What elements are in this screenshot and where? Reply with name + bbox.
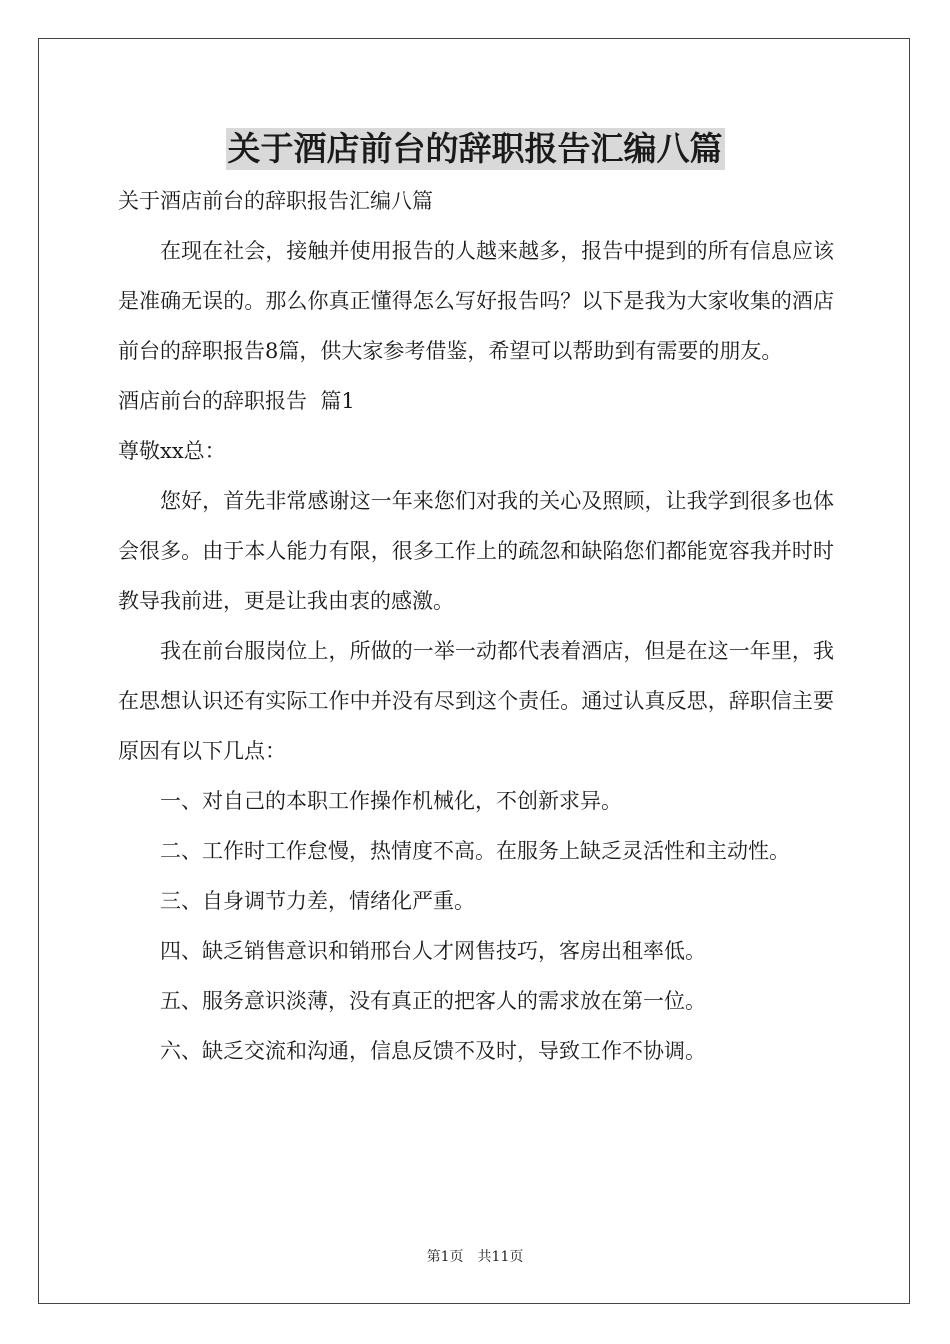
salutation: 尊敬xx总： — [118, 439, 226, 463]
document-title: 关于酒店前台的辞职报告汇编八篇 — [227, 129, 723, 168]
section-heading: 酒店前台的辞职报告 篇1 — [118, 389, 355, 413]
reason-item-3: 三、自身调节力差，情绪化严重。 — [160, 889, 475, 913]
document-subtitle: 关于酒店前台的辞职报告汇编八篇 — [118, 189, 433, 213]
reason-item-1: 一、对自己的本职工作操作机械化，不创新求异。 — [160, 789, 622, 813]
reason-item-4: 四、缺乏销售意识和销邢台人才网售技巧，客房出租率低。 — [160, 939, 706, 963]
intro-paragraph: 在现在社会，接触并使用报告的人越来越多，报告中提到的所有信息应该是准确无误的。那么你真正懂得怎么写好报告吗？以下是我为大家收集的酒店前台的辞职报告8篇，供大家参考借鉴，希望可以帮助到有需要的朋友。 — [118, 239, 834, 363]
reason-item-2: 二、工作时工作怠慢，热情度不高。在服务上缺乏灵活性和主动性。 — [160, 839, 790, 863]
body-paragraph-1: 您好，首先非常感谢这一年来您们对我的关心及照顾，让我学到很多也体会很多。由于本人能力有限，很多工作上的疏忽和缺陷您们都能宽容我并时时教导我前进，更是让我由衷的感激。 — [118, 489, 834, 613]
page-total: 共11页 — [477, 1249, 524, 1265]
reason-item-6: 六、缺乏交流和沟通，信息反馈不及时，导致工作不协调。 — [160, 1039, 706, 1063]
title-container — [0, 128, 950, 170]
body-paragraph-2: 我在前台服岗位上，所做的一举一动都代表着酒店，但是在这一年里，我在思想认识还有实际工作中并没有尽到这个责任。通过认真反思，辞职信主要原因有以下几点： — [118, 639, 834, 763]
page-number: 第1页 — [426, 1249, 464, 1265]
reason-item-5: 五、服务意识淡薄，没有真正的把客人的需求放在第一位。 — [160, 989, 706, 1013]
page-footer — [0, 1246, 950, 1266]
document-body — [118, 176, 834, 1076]
